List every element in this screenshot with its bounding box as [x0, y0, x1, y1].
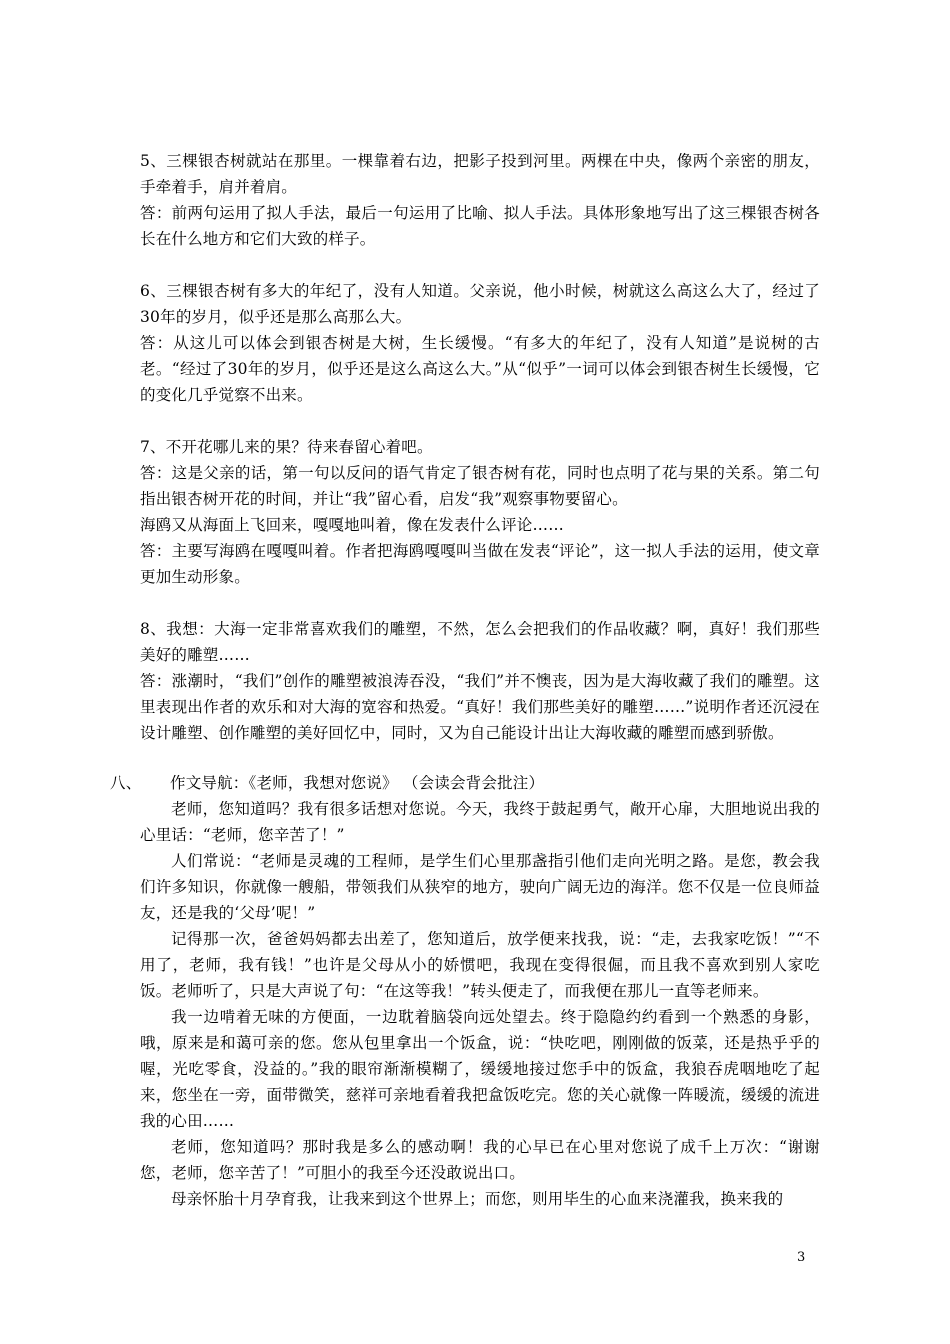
qa-item-6 [140, 278, 820, 408]
qa-item-8 [140, 616, 820, 746]
section-heading [110, 770, 820, 796]
essay-paragraph: 老师，您知道吗？我有很多话想对您说。今天，我终于鼓起勇气，敞开心扉，大胆地说出我的心里话：“老师，您辛苦了！” [140, 800, 820, 844]
qa-item-5 [140, 148, 820, 252]
essay-paragraph: 我一边啃着无味的方便面，一边耽着脑袋向远处望去。终于隐隐约约看到一个熟悉的身影，哦，原来是和蔼可亲的您。您从包里拿出一个饭盒，说：“快吃吧，刚刚做的饭菜，还是热乎乎的喔，光吃零食，没益的。”我的眼帘渐渐模糊了，缓缓地接过您手中的饭盒，我狼吞虎咽地吃了起来，您坐在一旁，面带微笑，慈祥可亲地看着我把盒饭吃完。您的关心就像一阵暖流，缓缓的流进我的心田…… [140, 1008, 820, 1130]
page-content [110, 148, 820, 1212]
question-text: 8、我想：大海一定非常喜欢我们的雕塑，不然，怎么会把我们的作品收藏？啊，真好！我们那些美好的雕塑…… [140, 620, 820, 664]
section-title: 作文导航：《老师，我想对您说》 （会读会背会批注） [170, 774, 545, 792]
essay-paragraph: 记得那一次，爸爸妈妈都去出差了，您知道后，放学便来找我，说：“走，去我家吃饭！”“不用了，老师，我有钱！”也许是父母从小的娇惯吧，我现在变得很倔，而且我不喜欢到别人家吃饭。老师听了，只是大声说了句：“在这等我！”转头便走了，而我便在那儿一直等老师来。 [140, 930, 820, 1000]
answer-text: 答：主要写海鸥在嘎嘎叫着。作者把海鸥嘎嘎叫当做在发表“评论”，这一拟人手法的运用，使文章更加生动形象。 [140, 542, 820, 586]
page-number: 3 [797, 1250, 806, 1265]
answer-text: 答：这是父亲的话，第一句以反问的语气肯定了银杏树有花，同时也点明了花与果的关系。第二句指出银杏树开花的时间，并让“我”留心看，启发“我”观察事物要留心。 [140, 464, 820, 508]
answer-text: 答：前两句运用了拟人手法，最后一句运用了比喻、拟人手法。具体形象地写出了这三棵银杏树各长在什么地方和它们大致的样子。 [140, 204, 820, 248]
question-text: 7、不开花哪儿来的果？待来春留心着吧。 [140, 438, 433, 456]
essay-paragraph: 老师，您知道吗？那时我是多么的感动啊！我的心早已在心里对您说了成千上万次：“谢谢您，老师，您辛苦了！”可胆小的我至今还没敢说出口。 [140, 1138, 820, 1182]
question-text: 海鸥又从海面上飞回来，嘎嘎地叫着，像在发表什么评论…… [140, 516, 564, 534]
essay-paragraph: 人们常说：“老师是灵魂的工程师，是学生们心里那盏指引他们走向光明之路。是您，教会我们许多知识，你就像一艘船，带领我们从狭窄的地方，驶向广阔无边的海洋。您不仅是一位良师益友，还是我的‘父母’呢！” [140, 852, 820, 922]
answer-text: 答：从这儿可以体会到银杏树是大树，生长缓慢。“有多大的年纪了，没有人知道”是说树的古老。“经过了30年的岁月，似乎还是这么高这么大。”从“似乎”一词可以体会到银杏树生长缓慢，它的变化几乎觉察不出来。 [140, 334, 820, 404]
essay-section [110, 770, 820, 1212]
question-text: 5、三棵银杏树就站在那里。一棵靠着右边，把影子投到河里。两棵在中央，像两个亲密的朋友，手牵着手，肩并着肩。 [140, 152, 820, 196]
question-text: 6、三棵银杏树有多大的年纪了，没有人知道。父亲说，他小时候，树就这么高这么大了，经过了30年的岁月，似乎还是那么高那么大。 [140, 282, 820, 326]
essay-paragraph: 母亲怀胎十月孕育我，让我来到这个世界上；而您，则用毕生的心血来浇灌我，换来我的 [171, 1190, 784, 1208]
answer-text: 答：涨潮时，“我们”创作的雕塑被浪涛吞没，“我们”并不懊丧，因为是大海收藏了我们的雕塑。这里表现出作者的欢乐和对大海的宽容和热爱。“真好！我们那些美好的雕塑……”说明作者还沉浸在设计雕塑、创作雕塑的美好回忆中，同时，又为自己能设计出让大海收藏的雕塑而感到骄傲。 [140, 672, 820, 742]
qa-item-7 [140, 434, 820, 590]
section-number: 八、 [110, 774, 142, 792]
